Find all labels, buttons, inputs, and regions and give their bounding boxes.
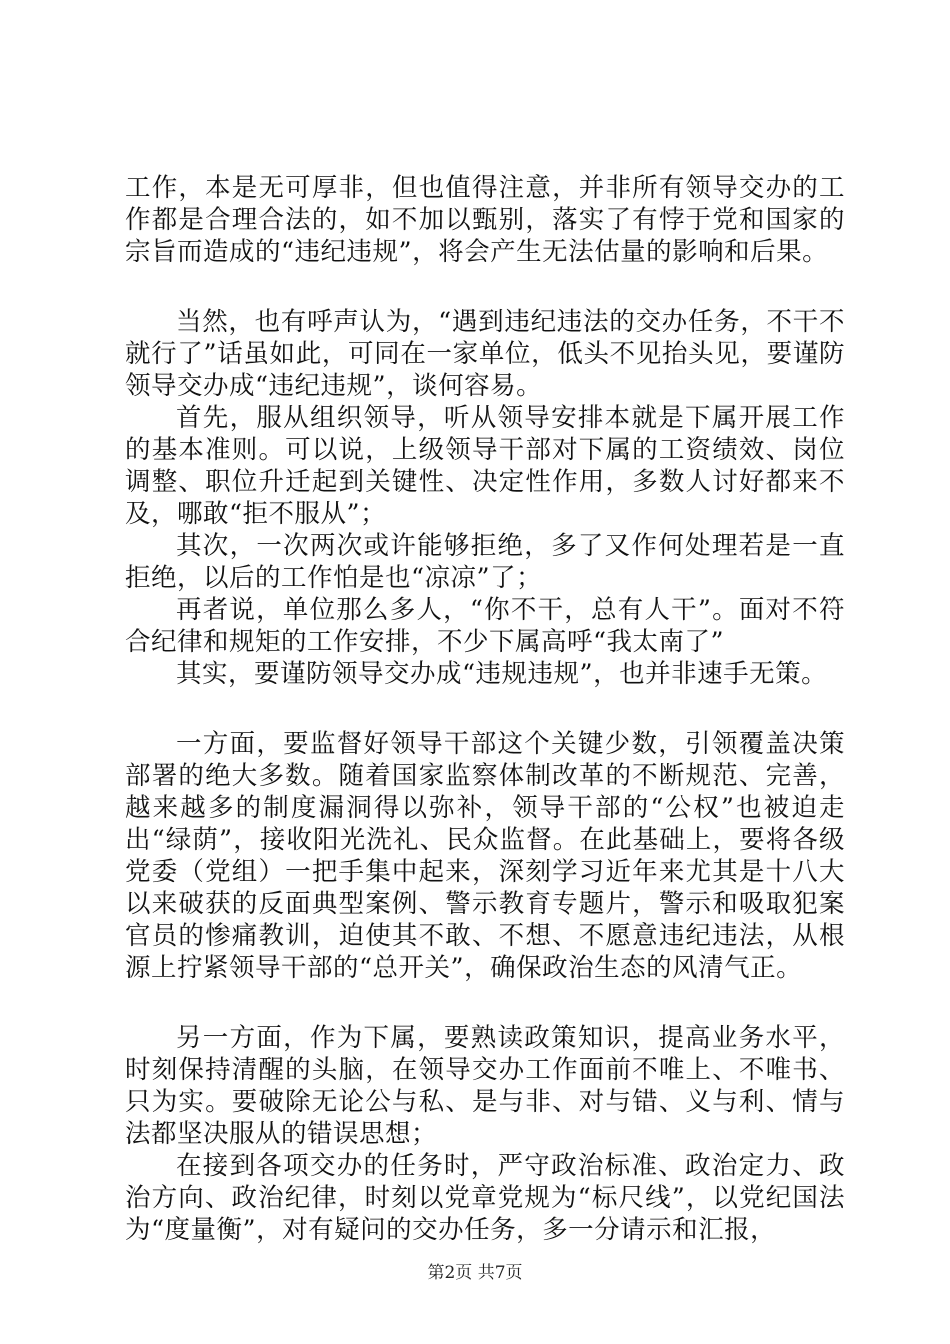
paragraph-spacer [125, 690, 845, 728]
document-body [125, 172, 845, 1246]
paragraph-9: 在接到各项交办的任务时，严守政治标准、政治定力、政治方向、政治纪律，时刻以党章党规为“标尺线”，以党纪国法为“度量衡”，对有疑问的交办任务，多一分请示和汇报， [125, 1151, 845, 1245]
page-footer: 第2页 共7页 [427, 1263, 523, 1283]
paragraph-8: 另一方面，作为下属，要熟读政策知识，提高业务水平，时刻保持清醒的头脑，在领导交办工作面前不唯上、不唯书、只为实。要破除无论公与私、是与非、对与错、义与利、情与法都坚决服从的错误思想； [125, 1023, 845, 1149]
paragraph-5: 再者说，单位那么多人，“你不干，总有人干”。面对不符合纪律和规矩的工作安排，不少下属高呼“我太南了” [125, 595, 845, 657]
paragraph-spacer [125, 268, 845, 306]
paragraph-4: 其次，一次两次或许能够拒绝，多了又作何处理若是一直拒绝，以后的工作怕是也“凉凉”了； [125, 531, 845, 593]
paragraph-1: 工作，本是无可厚非，但也值得注意，并非所有领导交办的工作都是合理合法的，如不加以甄别，落实了有悖于党和国家的宗旨而造成的“违纪违规”，将会产生无法估量的影响和后果。 [125, 173, 845, 267]
paragraph-spacer [125, 984, 845, 1022]
paragraph-6: 其实，要谨防领导交办成“违规违规”，也并非速手无策。 [176, 659, 828, 689]
paragraph-7: 一方面，要监督好领导干部这个关键少数，引领覆盖决策部署的绝大多数。随着国家监察体制改革的不断规范、完善，越来越多的制度漏洞得以弥补，领导干部的“公权”也被迫走出“绿荫”，接收阳光洗礼、民众监督。在此基础上，要将各级党委（党组）一把手集中起来，深刻学习近年来尤其是十八大以来破获的反面典型案例、警示教育专题片，警示和吸取犯案官员的惨痛教训，迫使其不敢、不想、不愿意违纪违法，从根源上拧紧领导干部的“总开关”，确保政治生态的风清气正。 [125, 729, 845, 983]
paragraph-3: 首先，服从组织领导，听从领导安排本就是下属开展工作的基本准则。可以说，上级领导干部对下属的工资绩效、岗位调整、职位升迁起到关键性、决定性作用，多数人讨好都来不及，哪敢“拒不服从”； [125, 403, 845, 529]
paragraph-2: 当然，也有呼声认为，“遇到违纪违法的交办任务，不干不就行了”话虽如此，可同在一家单位，低头不见抬头见，要谨防领导交办成“违纪违规”，谈何容易。 [125, 307, 845, 401]
